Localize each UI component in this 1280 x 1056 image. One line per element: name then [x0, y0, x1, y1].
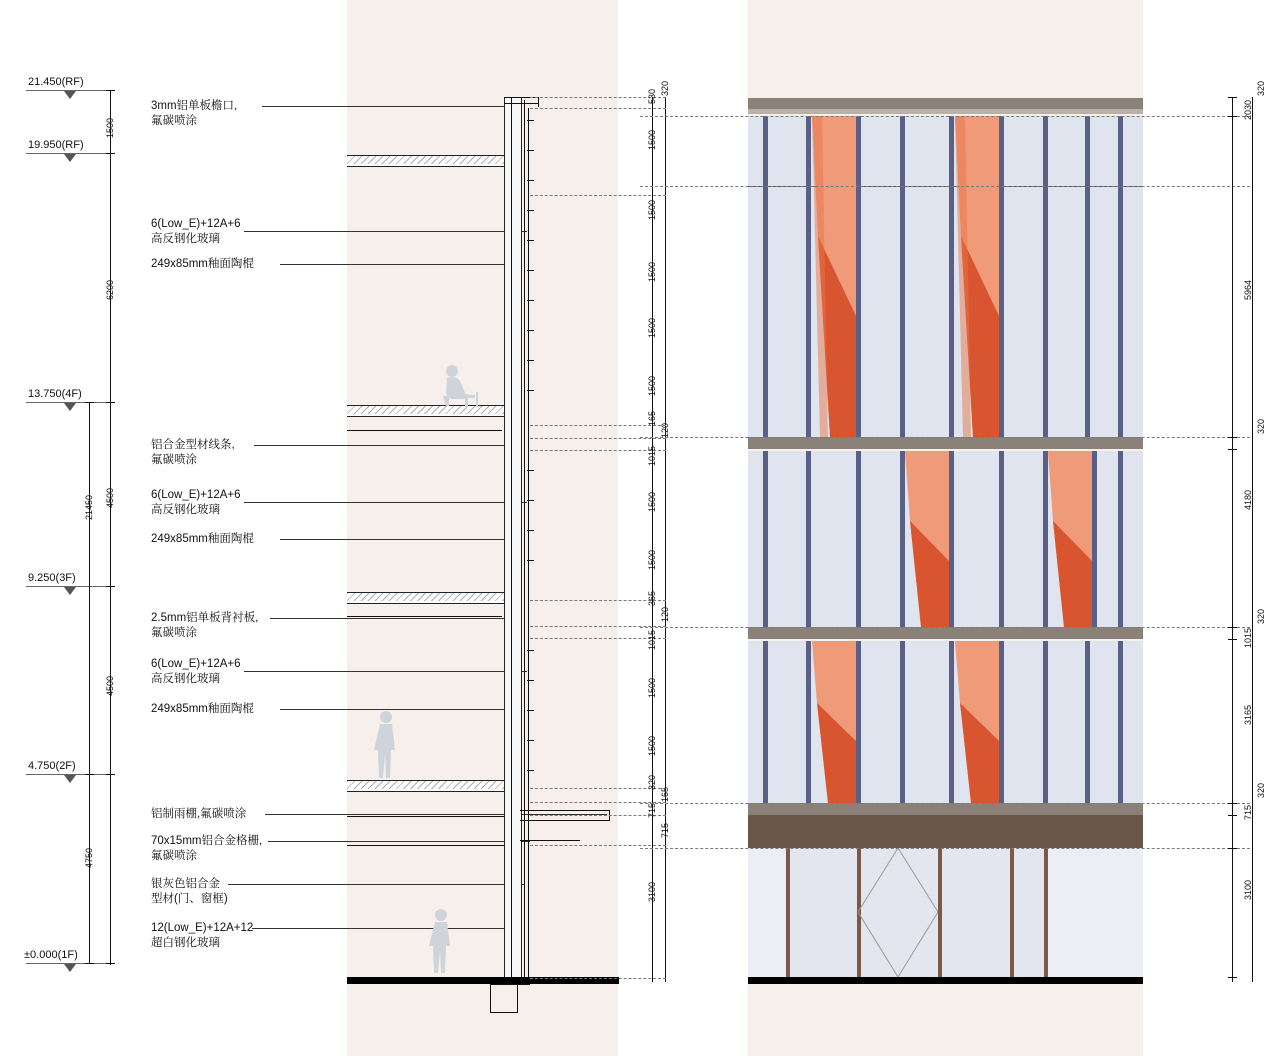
- leader-line: [244, 671, 527, 672]
- dimension-text: 120: [660, 606, 670, 622]
- parapet-coping-shadow: [748, 109, 1143, 114]
- dimension-text: 715: [647, 802, 657, 818]
- canopy-line: [347, 816, 522, 817]
- canopy-plate-top: [520, 810, 610, 811]
- terracotta-blade: [905, 451, 949, 627]
- note-text: 6(Low_E)+12A+6 高反钢化玻璃: [151, 658, 241, 685]
- leader-line: [252, 928, 520, 929]
- ceiling-line: [347, 430, 502, 431]
- canopy-band: [748, 803, 1143, 815]
- vertical-fin: [949, 641, 954, 803]
- vertical-fin: [1085, 641, 1090, 803]
- level-triangle-icon: [64, 775, 76, 783]
- note-text: 银灰色铝合金 型材(门、窗框): [151, 878, 228, 905]
- note-text: 2.5mm铝单板背衬板, 氟碳喷涂: [151, 612, 259, 639]
- vertical-fin: [1043, 451, 1048, 627]
- vertical-fin: [900, 116, 905, 437]
- level-label: 9.250(3F): [28, 572, 76, 584]
- vertical-fin: [1092, 451, 1097, 627]
- grille-line: [520, 840, 580, 841]
- dimension-text: 3165: [1243, 704, 1253, 725]
- curtain-wall-mullion: [504, 97, 522, 982]
- vertical-fin: [1043, 641, 1048, 803]
- vertical-fin: [806, 116, 811, 437]
- slab-hatch: [347, 156, 509, 164]
- note-text: 6(Low_E)+12A+6 高反钢化玻璃: [151, 489, 241, 516]
- leader-line: [270, 618, 515, 619]
- dimension-text: 1500: [647, 735, 657, 756]
- dimension-text: 120: [660, 422, 670, 438]
- dimension-text: 165: [660, 786, 670, 802]
- dimension-text: 320: [660, 80, 670, 96]
- dimension-text: 165: [647, 410, 657, 426]
- leader-line: [244, 231, 527, 232]
- vertical-fin: [763, 451, 768, 627]
- leader-line: [228, 884, 525, 885]
- note-text: 3mm铝单板檐口, 氟碳喷涂: [151, 100, 238, 127]
- vertical-fin: [900, 641, 905, 803]
- mullion-edge: [511, 97, 512, 982]
- footing-line: [517, 984, 518, 1012]
- vertical-fin: [949, 116, 954, 437]
- vertical-fin: [999, 641, 1004, 803]
- leader-line: [268, 841, 530, 842]
- dimension-text: 5964: [1243, 279, 1253, 300]
- entrance-door-mullion: [1010, 848, 1014, 977]
- vertical-fin: [900, 451, 905, 627]
- vertical-fin: [949, 451, 954, 627]
- terracotta-blade: [812, 116, 856, 437]
- level-triangle-icon: [64, 91, 76, 99]
- dimension-text: 3100: [647, 881, 657, 902]
- standing-person-silhouette: [428, 908, 454, 974]
- dimension-text: 320: [647, 774, 657, 790]
- dimension-text: 715: [660, 822, 670, 838]
- dimension-text: 1500: [647, 261, 657, 282]
- leader-line: [244, 502, 527, 503]
- ceiling-line: [347, 616, 502, 617]
- slab-hatch: [347, 406, 509, 414]
- dimension-text: 1500: [647, 677, 657, 698]
- terracotta-blade: [812, 641, 856, 803]
- vertical-fin: [1118, 451, 1123, 627]
- dimension-text: 1500: [647, 491, 657, 512]
- entrance-door-mullion: [938, 848, 942, 977]
- grille-band: [748, 815, 1143, 848]
- vertical-fin: [763, 641, 768, 803]
- dimension-text: 365: [647, 590, 657, 606]
- spandrel-band-4f: [748, 437, 1143, 449]
- level-label: ±0.000(1F): [24, 949, 78, 961]
- dimension-text: 4180: [1243, 489, 1253, 510]
- vertical-fin: [856, 451, 861, 627]
- note-text: 70x15mm铝合金格栅, 氟碳喷涂: [151, 835, 263, 862]
- vertical-fin: [763, 116, 768, 437]
- leader-line: [262, 106, 505, 107]
- note-text: 249x85mm釉面陶棍: [151, 533, 254, 545]
- dimension-text: 1015: [647, 629, 657, 650]
- dimension-text: 715: [1243, 804, 1253, 820]
- dimension-text: 4750: [84, 847, 94, 868]
- slab-hatch: [347, 781, 509, 789]
- dimension-text: 1015: [1243, 627, 1253, 648]
- terracotta-blade: [955, 641, 999, 803]
- terracotta-blade: [955, 116, 999, 437]
- vertical-fin: [856, 116, 861, 437]
- dimension-text: 320: [1256, 80, 1266, 96]
- note-text: 12(Low_E)+12A+12 超白钢化玻璃: [151, 922, 254, 949]
- note-text: 249x85mm釉面陶棍: [151, 258, 254, 270]
- vertical-fin: [1118, 641, 1123, 803]
- vertical-fin: [1043, 116, 1048, 437]
- note-text: 6(Low_E)+12A+6 高反钢化玻璃: [151, 218, 241, 245]
- dimension-text: 2030: [1243, 99, 1253, 120]
- vertical-fin: [999, 116, 1004, 437]
- entrance-door-mullion: [786, 848, 790, 977]
- slab-hatch: [347, 593, 509, 601]
- level-label: 19.950(RF): [28, 139, 84, 151]
- leader-line: [280, 264, 516, 265]
- dimension-text: 320: [1256, 782, 1266, 798]
- level-triangle-icon: [64, 154, 76, 162]
- level-triangle-icon: [64, 587, 76, 595]
- entrance-door-mullion: [1044, 848, 1048, 977]
- vertical-fin: [1118, 116, 1123, 437]
- dimension-text: 320: [1256, 608, 1266, 624]
- revolving-door-icon: [858, 848, 938, 977]
- level-triangle-icon: [64, 403, 76, 411]
- dimension-text: 3100: [1243, 879, 1253, 900]
- vertical-fin: [806, 451, 811, 627]
- elevation-level-line: [640, 803, 1250, 804]
- footing-line: [490, 984, 491, 1012]
- note-text: 铝制雨棚,氟碳喷涂: [151, 808, 247, 820]
- dimension-text: 1500: [647, 317, 657, 338]
- dimension-text: 4500: [105, 675, 115, 696]
- elevation-level-line: [640, 437, 1250, 438]
- glass-line: [528, 108, 529, 978]
- canopy-line: [347, 845, 522, 846]
- parapet-edge: [538, 97, 539, 107]
- dimension-text: 530: [647, 88, 657, 104]
- vertical-fin: [806, 641, 811, 803]
- vertical-fin: [999, 451, 1004, 627]
- note-text: 249x85mm釉面陶棍: [151, 703, 254, 715]
- note-text: 铝合金型材线条, 氟碳喷涂: [151, 439, 235, 466]
- footing-line: [490, 1012, 518, 1013]
- footing-line: [490, 984, 530, 985]
- dimension-text: 21450: [84, 494, 94, 520]
- dimension-text: 1500: [647, 549, 657, 570]
- vertical-fin: [1085, 116, 1090, 437]
- spandrel-band-3f: [748, 627, 1143, 639]
- mullion-edge: [524, 100, 525, 980]
- level-triangle-icon: [64, 964, 76, 972]
- parapet-cap: [504, 103, 538, 104]
- elevation-level-line: [640, 848, 1250, 849]
- dimension-text: 6200: [105, 279, 115, 300]
- dimension-text: 1500: [647, 199, 657, 220]
- leader-line: [254, 445, 520, 446]
- dimension-text: 1500: [647, 375, 657, 396]
- parapet-coping: [748, 98, 1143, 109]
- dimension-text: 320: [1256, 418, 1266, 434]
- vertical-fin: [856, 641, 861, 803]
- dimension-text: 1500: [105, 117, 115, 138]
- leader-line: [280, 539, 516, 540]
- seated-person-silhouette: [435, 364, 483, 408]
- dimension-text: 4500: [105, 487, 115, 508]
- terracotta-blade: [1048, 451, 1092, 627]
- elevation-ground-line: [748, 977, 1143, 984]
- dimension-text: 1015: [647, 445, 657, 466]
- dimension-text: 1500: [647, 129, 657, 150]
- elevation-level-line: [640, 186, 1250, 187]
- elevation-level-line: [640, 116, 1250, 117]
- elevation-level-line: [640, 627, 1250, 628]
- canopy-plate-bottom: [520, 820, 610, 821]
- level-label: 4.750(2F): [28, 760, 76, 772]
- standing-person-silhouette: [372, 710, 400, 780]
- level-label: 21.450(RF): [28, 76, 84, 88]
- level-label: 13.750(4F): [28, 388, 82, 400]
